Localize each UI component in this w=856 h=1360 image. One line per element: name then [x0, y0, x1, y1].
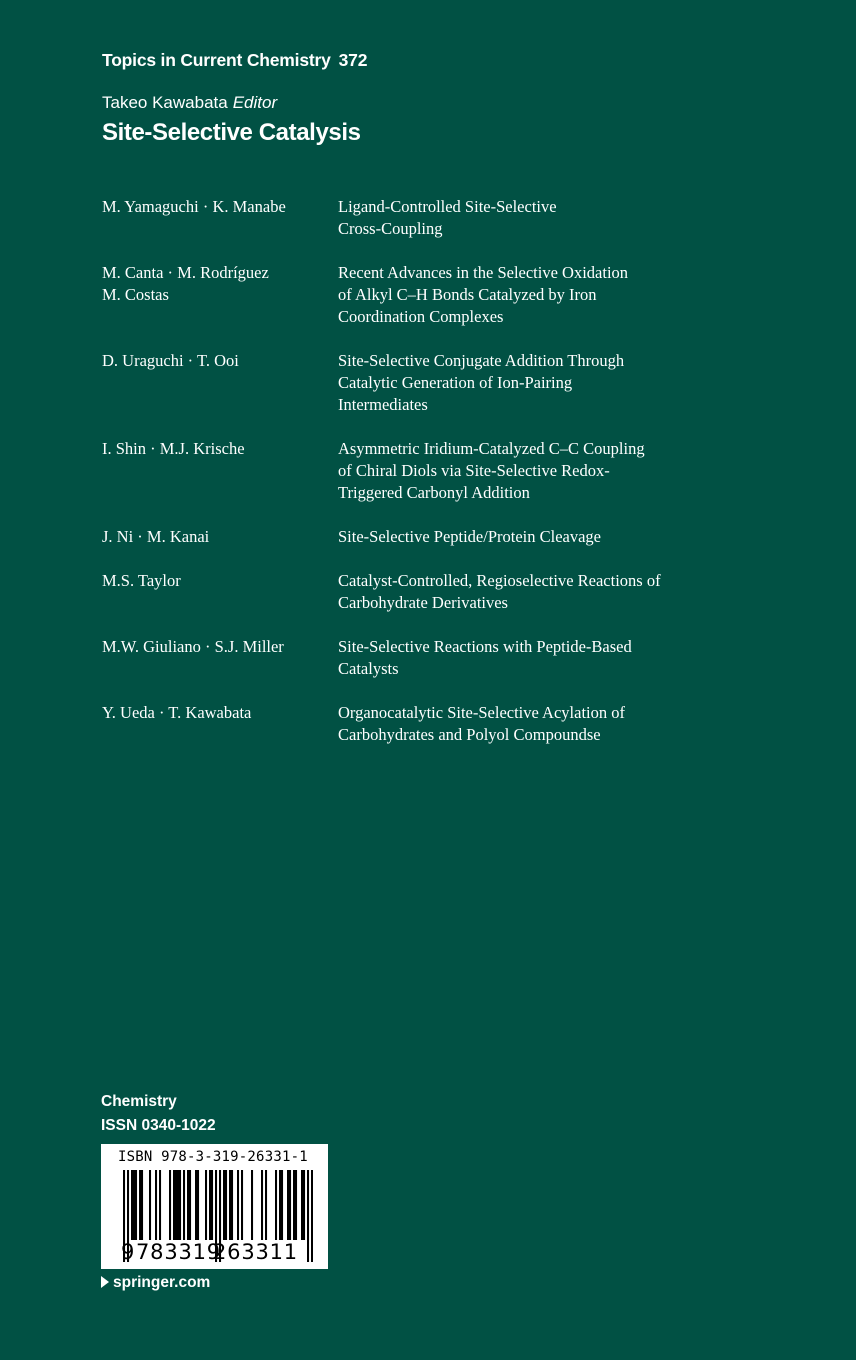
barcode-bar	[133, 1170, 135, 1240]
barcode-bar	[293, 1170, 295, 1240]
barcode-bar	[223, 1170, 225, 1240]
barcode-digit-group-right: 263311	[213, 1240, 298, 1264]
barcode-bar	[295, 1170, 297, 1240]
barcode-bar	[209, 1170, 211, 1240]
contents-entry	[102, 702, 742, 746]
contents-entry	[102, 350, 742, 416]
entry-authors: I. Shin · M.J. Krische	[102, 439, 245, 458]
barcode-bar	[275, 1170, 277, 1240]
entry-title: Recent Advances in the Selective Oxidation of Alkyl C–H Bonds Catalyzed by Iron Coordination Complexes	[338, 263, 629, 326]
barcode-bar	[169, 1170, 171, 1240]
entry-authors: J. Ni · M. Kanai	[102, 527, 210, 546]
barcode-digit-group-left: 783319	[136, 1240, 221, 1264]
entry-title: Site-Selective Reactions with Peptide-Based Catalysts	[338, 637, 632, 678]
barcode-bar	[307, 1170, 309, 1262]
barcode-bar	[189, 1170, 191, 1240]
entry-title: Ligand-Controlled Site-Selective Cross-Coupling	[338, 197, 557, 238]
series-volume: 372	[338, 50, 368, 70]
barcode-bar	[187, 1170, 189, 1240]
barcode-bar	[141, 1170, 143, 1240]
entry-authors: M.W. Giuliano · S.J. Miller	[102, 637, 284, 656]
barcode-bar	[237, 1170, 239, 1240]
contents-entry	[102, 438, 742, 504]
entry-title: Organocatalytic Site-Selective Acylation of Carbohydrates and Polyol Compoundse	[338, 703, 625, 744]
entry-title: Site-Selective Conjugate Addition Through Catalytic Generation of Ion-Pairing Intermediates	[338, 351, 625, 414]
contents-entry	[102, 526, 742, 548]
table-of-contents	[102, 196, 742, 768]
barcode-bar	[195, 1170, 197, 1240]
barcode-bar	[149, 1170, 151, 1240]
subject-label: Chemistry	[101, 1093, 177, 1110]
barcode-lead-digit: 9	[121, 1240, 135, 1264]
barcode-bar	[241, 1170, 243, 1240]
barcode-bar	[261, 1170, 263, 1240]
barcode-bar	[289, 1170, 291, 1240]
series-line	[102, 50, 367, 71]
entry-title: Site-Selective Peptide/Protein Cleavage	[338, 527, 602, 546]
contents-entry	[102, 196, 742, 240]
barcode-bar	[179, 1170, 181, 1240]
barcode-bar	[205, 1170, 207, 1240]
entry-authors: Y. Ueda · T. Kawabata	[102, 703, 252, 722]
barcode-bar	[173, 1170, 175, 1240]
contents-entry	[102, 636, 742, 680]
editor-role: Editor	[232, 93, 278, 112]
barcode-bar	[177, 1170, 179, 1240]
barcode-bar	[197, 1170, 199, 1240]
publisher-link[interactable]	[101, 1274, 210, 1292]
isbn-barcode	[101, 1144, 328, 1269]
barcode-bar	[265, 1170, 267, 1240]
barcode-bar	[139, 1170, 141, 1240]
publisher-link-label: springer.com	[113, 1274, 211, 1291]
barcode-bar	[135, 1170, 137, 1240]
barcode-bar	[155, 1170, 157, 1240]
barcode-bar	[225, 1170, 227, 1240]
entry-authors: M. Yamaguchi · K. Manabe	[102, 197, 286, 216]
entry-authors: M.S. Taylor	[102, 571, 181, 590]
barcode-bar	[131, 1170, 133, 1240]
barcode-bar	[211, 1170, 213, 1240]
entry-authors: D. Uraguchi · T. Ooi	[102, 351, 239, 370]
barcode-bar	[251, 1170, 253, 1240]
barcode-bar	[301, 1170, 303, 1240]
barcode-bar	[229, 1170, 231, 1240]
contents-entry	[102, 262, 742, 328]
barcode-bar	[287, 1170, 289, 1240]
barcode-bar	[303, 1170, 305, 1240]
arrow-right-icon	[101, 1276, 109, 1288]
barcode-bar	[159, 1170, 161, 1240]
barcode-bar	[183, 1170, 185, 1240]
barcode-isbn-label: ISBN 978-3-319-26331-1	[118, 1149, 308, 1165]
barcode-bar	[311, 1170, 313, 1262]
editor-name: Takeo Kawabata	[102, 93, 228, 112]
contents-entry	[102, 570, 742, 614]
barcode-bar	[281, 1170, 283, 1240]
barcode-bar	[175, 1170, 177, 1240]
entry-title: Asymmetric Iridium-Catalyzed C–C Coupling of Chiral Diols via Site-Selective Redox- Triggered Carbonyl Addition	[338, 439, 645, 502]
entry-title: Catalyst-Controlled, Regioselective Reactions of Carbohydrate Derivatives	[338, 571, 661, 612]
entry-authors: M. Canta · M. Rodríguez M. Costas	[102, 263, 269, 304]
barcode-bar	[231, 1170, 233, 1240]
series-name: Topics in Current Chemistry	[102, 50, 331, 70]
barcode-bar	[279, 1170, 281, 1240]
book-title: Site-Selective Catalysis	[102, 119, 361, 146]
issn-label: ISSN 0340-1022	[101, 1117, 216, 1134]
editor-line	[102, 93, 277, 113]
